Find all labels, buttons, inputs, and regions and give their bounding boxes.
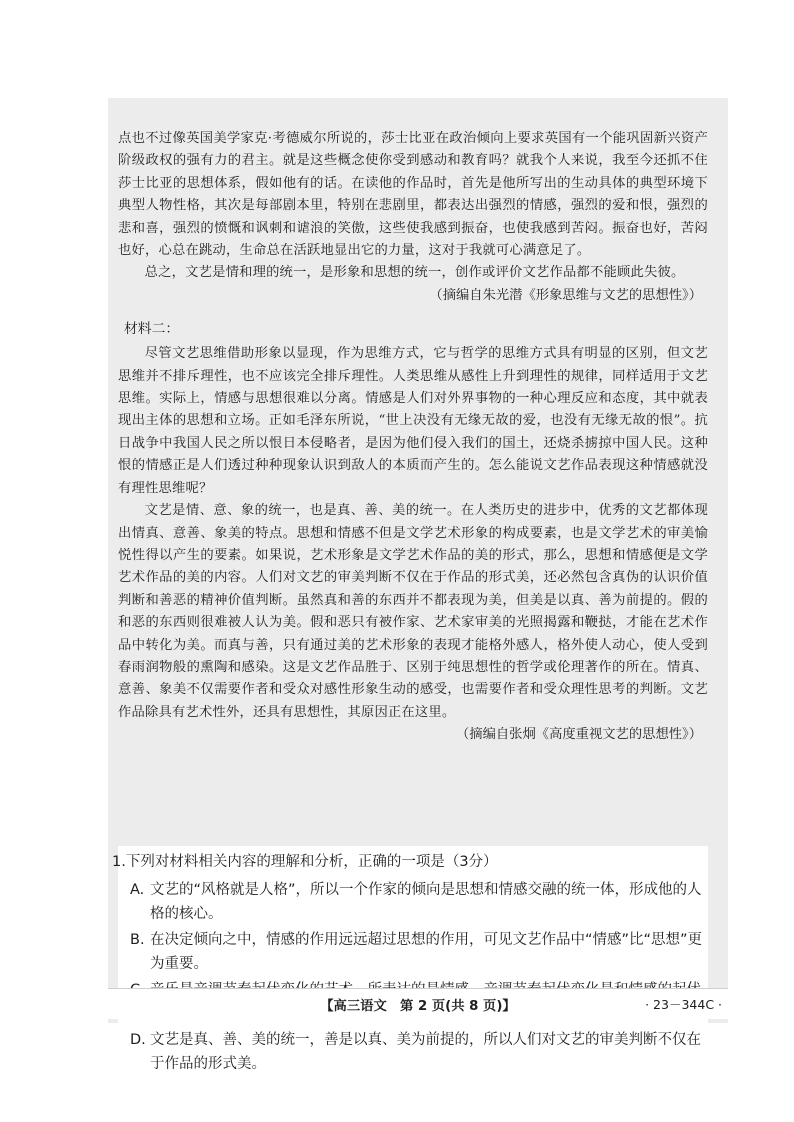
passage-continuation: 点也不过像英国美学家克·考德威尔所说的，莎士比亚在政治倾向上要求英国有一个能巩固新兴资产阶级政权的强有力的君主。就是这些概念使你受到感动和教育吗？就我个人来说，我至今还抓不住莎士比亚的思想体系，假如他有的话。在读他的作品时，首先是他所写出的生动具体的典型环境下典型人物性格，其次是每部剧本里，特别在悲剧里，都表达出强烈的情感，强烈的爱和恨，强烈的悲和喜，强烈的愤慨和讽刺和谑浪的笑傲，这些使我感到振奋，也使我感到苦闷。振奋也好，苦闷也好，心总在跳动，生命总在活跃地显出它的力量，这对于我就可心满意足了。 xyxy=(118,131,708,259)
material-two-paragraph-1: 尽管文艺思维借助形象以显现，作为思维方式，它与哲学的思维方式具有明显的区别，但文艺思维并不排斥理性，也不应该完全排斥理性。人类思维从感性上升到理性的规律，同样适用于文艺思维。实际上，情感与思想很难以分离。情感是人们对外界事物的一种心理反应和态度，其中就表现出主体的思想和立场。正如毛泽东所说，“世上决没有无缘无故的爱，也没有无缘无故的恨”。抗日战争中我国人民之所以恨日本侵略者，是因为他们侵入我们的国土，还烧杀掳掠中国人民。这种恨的情感正是人们透过种种现象认识到敌人的本质而产生的。怎么能说文艺作品表现这种情感就没有理性思维呢？ xyxy=(118,346,708,496)
passage-conclusion: 总之，文艺是情和理的统一，是形象和思想的统一，创作或评价文艺作品都不能顾此失彼。 xyxy=(144,265,685,281)
option-b[interactable] xyxy=(130,928,708,976)
option-d[interactable] xyxy=(130,1028,708,1076)
source-citation-1: （摘编自朱光潜《形象思维与文艺的思想性》） xyxy=(429,287,702,303)
question-stem: 1.下列对材料相关内容的理解和分析，正确的一项是（3分） xyxy=(112,854,498,870)
option-text: 文艺是真、善、美的统一，善是以真、美为前提的，所以人们对文艺的审美判断不仅在于作品的形式美。 xyxy=(150,1032,701,1072)
material-two-heading: 材料二： xyxy=(124,321,180,338)
option-a[interactable] xyxy=(130,878,708,926)
option-letter: B. xyxy=(130,932,145,948)
question-1 xyxy=(112,846,708,1078)
page-footer xyxy=(108,988,728,1019)
option-letter: A. xyxy=(130,882,145,898)
page-number-label: 【高三语文 第 2 页(共 8 页)】 xyxy=(320,999,516,1014)
source-citation-2: （摘编自张炯《高度重视文艺的思想性》） xyxy=(456,727,702,743)
option-letter: D. xyxy=(130,1032,146,1048)
material-two-paragraph-2: 文艺是情、意、象的统一，也是真、善、美的统一。在人类历史的进步中，优秀的文艺都体现出情真、意善、象美的特点。思想和情感不但是文学艺术形象的构成要素，也是文学艺术的审美愉悦性得以产生的要素。如果说，艺术形象是文学艺术作品的美的形式，那么，思想和情感便是文学艺术作品的美的内容。人们对文艺的审美判断不仅在于作品的形式美，还必然包含真伪的认识价值判断和善恶的精神价值判断。虽然真和善的东西并不都表现为美，但美是以真、善为前提的。假的和恶的东西则很难被人认为美。假和恶只有被作家、艺术家审美的光照揭露和鞭挞，才能在艺术作品中转化为美。而真与善，只有通过美的艺术形象的表现才能格外感人，格外使人动心，使人受到春雨润物般的熏陶和感染。这是文艺作品胜于、区别于纯思想性的哲学或伦理著作的所在。情真、意善、象美不仅需要作者和受众对感性形象生动的感受，也需要作者和受众理性思考的判断。文艺作品除具有艺术性外，还具有思想性，其原因正在这里。 xyxy=(118,503,708,720)
exam-code: · 23－344C · xyxy=(645,997,722,1012)
option-text: 文艺的“风格就是人格”，所以一个作家的倾向是思想和情感交融的统一体，形成他的人格的核心。 xyxy=(150,882,702,922)
option-text: 在决定倾向之中，情感的作用远远超过思想的作用，可见文艺作品中“情感”比“思想”更为重要。 xyxy=(150,932,703,972)
